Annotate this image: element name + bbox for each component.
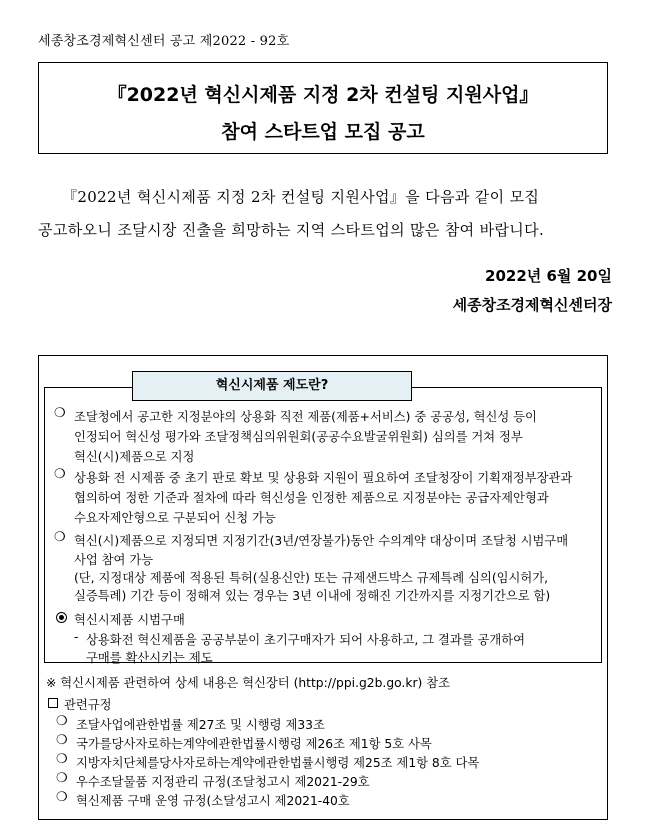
circle-bullet-icon: ❍	[54, 406, 66, 421]
notice-number: 세종창조경제혁신센터 공고 제2022 - 92호	[38, 34, 290, 49]
circle-bullet-icon: ❍	[54, 467, 66, 482]
reference-note: ※ 혁신시제품 관련하여 상세 내용은 혁신장터 (http://ppi.g2b.go.kr) 참조	[46, 676, 450, 690]
notice-date: 2022년 6월 20일	[485, 267, 612, 285]
item-1-line-2: 인정되어 혁신성 평가와 조달정책심의위원회(공공수요발굴위원회) 심의를 거쳐 정부	[74, 430, 523, 444]
regulation-item: 혁신제품 구매 운영 규정(소달성고시 제2021-40호	[76, 794, 350, 808]
item-3-note-line-1: (단, 지정대상 제품에 적용된 특허(실용신안) 또는 규제샌드박스 규제특례 심의(임시허가,	[74, 571, 549, 585]
issuing-organization: 세종창조경제혁신센터장	[452, 296, 612, 314]
item-2-line-3: 수요자제안형으로 구분되어 신청 가능	[74, 511, 276, 525]
item-2-line-1: 상용화 전 시제품 중 초기 판로 확보 및 상용화 지원이 필요하여 조달청장이 기획재정부장관과	[74, 471, 573, 485]
item-3-line-1: 혁신(시)제품으로 지정되면 지정기간(3년/연장불가)동안 수의계약 대상이며 조달청 시범구매	[74, 534, 569, 548]
regulations-title: 관련규정	[64, 698, 112, 712]
regulation-item: 국가를당사자로하는계약에관한법률시행령 제26조 제1항 5호 사목	[76, 737, 432, 751]
purchase-line-1: 상용화전 혁신제품을 공공부분이 초기구매자가 되어 사용하고, 그 결과를 공개하여	[86, 633, 526, 647]
regulation-item: 지방자치단체를당사자로하는계약에관한법률시행령 제25조 제1항 8호 다목	[76, 756, 480, 770]
title-box	[38, 62, 608, 154]
page-title: 『2022년 혁신시제품 지정 2차 컨설팅 지원사업』	[107, 84, 539, 106]
circle-bullet-icon: ❍	[56, 714, 68, 729]
selected-radio-icon	[56, 612, 67, 623]
dash-bullet: -	[74, 630, 79, 644]
circle-bullet-icon: ❍	[56, 733, 68, 748]
square-bullet-icon	[48, 698, 58, 708]
regulation-item: 조달사업에관한법률 제27조 및 시행령 제33조	[76, 718, 325, 732]
intro-line-1: 『2022년 혁신시제품 지정 2차 컨설팅 지원사업』을 다음과 같이 모집	[62, 188, 540, 206]
intro-line-2: 공고하오니 조달시장 진출을 희망하는 지역 스타트업의 많은 참여 바랍니다.	[38, 221, 545, 239]
item-1-line-3: 혁신(시)제품으로 지정	[74, 450, 195, 464]
item-1-line-1: 조달청에서 공고한 지정분야의 상용화 직전 제품(제품+서비스) 중 공공성, 혁신성 등이	[74, 410, 537, 424]
item-3-line-2: 사업 참여 가능	[74, 553, 154, 567]
circle-bullet-icon: ❍	[56, 771, 68, 786]
purchase-line-2: 구매를 확산시키는 제도	[86, 651, 213, 665]
regulation-item: 우수조달물품 지정관리 규정(조달청고시 제2021-29호	[76, 775, 370, 789]
circle-bullet-icon: ❍	[56, 790, 68, 805]
purchase-title: 혁신시제품 시범구매	[74, 613, 185, 627]
info-heading: 혁신시제품 제도란?	[132, 371, 412, 401]
item-2-line-2: 협의하여 정한 기준과 절차에 따라 혁신성을 인정한 제품으로 지정분야는 공급자제안형과	[74, 491, 549, 505]
circle-bullet-icon: ❍	[56, 752, 68, 767]
circle-bullet-icon: ❍	[54, 530, 66, 545]
item-3-note-line-2: 실증특례) 기간 등이 정해져 있는 경우는 3년 이내에 정해진 기간까지를 지정기간으로 함)	[74, 589, 551, 603]
page-subtitle: 참여 스타트업 모집 공고	[221, 121, 425, 143]
